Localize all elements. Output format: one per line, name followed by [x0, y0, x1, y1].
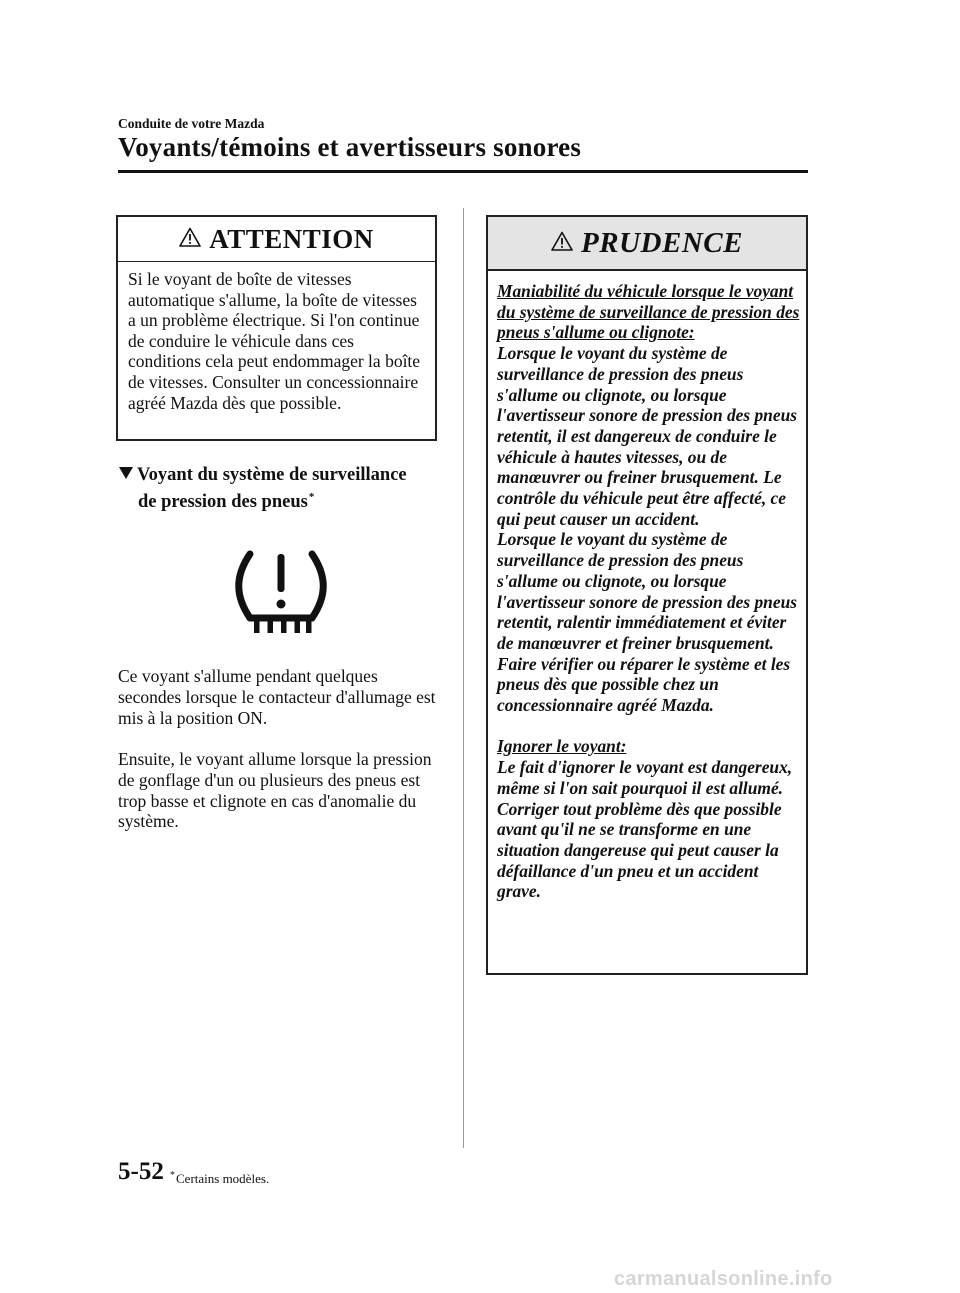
prudence-subheading-handling: Maniabilité du véhicule lorsque le voyant du système de surveillance de pression des pneus s'allume ou clignote: — [497, 281, 800, 343]
attention-box — [116, 215, 437, 441]
prudence-box — [486, 215, 808, 975]
prudence-title: PRUDENCE — [581, 226, 743, 259]
tire-pressure-warning-icon — [234, 546, 328, 638]
warning-triangle-icon — [179, 227, 201, 252]
prudence-subheading-ignore: Ignorer le voyant: — [497, 736, 627, 757]
watermark: carmanualsonline.info — [614, 1268, 833, 1290]
section-heading — [119, 464, 449, 513]
page-title: Voyants/témoins et avertisseurs sonores — [118, 132, 582, 162]
page-number: 5-52 — [118, 1158, 164, 1185]
paragraph-ignition: Ce voyant s'allume pendant quelques secondes lorsque le contacteur d'allumage est mis à la position ON. — [118, 666, 436, 728]
paragraph-spacer — [497, 716, 800, 737]
chapter-title: Conduite de votre Mazda — [118, 116, 265, 131]
footnote-text: Certains modèles. — [176, 1171, 270, 1186]
footnote-mark: * — [308, 491, 315, 503]
attention-title: ATTENTION — [209, 223, 374, 254]
attention-text: Si le voyant de boîte de vitesses automatique s'allume, la boîte de vitesses a un problème électrique. Si l'on continue de conduire le véhicule dans ces conditions cela peut endommager la boîte de vitesses. Consulter un concessionnaire agréé Mazda dès que possible. — [128, 269, 421, 413]
prudence-text — [488, 271, 806, 902]
column-divider — [463, 208, 464, 1148]
prudence-header — [488, 217, 806, 271]
footnote — [170, 1170, 269, 1187]
warning-triangle-icon — [551, 231, 573, 256]
footnote-mark: * — [170, 1170, 175, 1181]
section-heading-line1: Voyant du système de surveillance — [137, 465, 407, 485]
header-divider — [118, 170, 808, 173]
section-heading-line2: de pression des pneus — [138, 492, 308, 512]
paragraph-low-pressure: Ensuite, le voyant allume lorsque la pression de gonflage d'un ou plusieurs des pneus est trop basse et clignote en cas d'anomalie du système. — [118, 749, 432, 832]
prudence-paragraph-3: Le fait d'ignorer le voyant est dangereux, même si l'on sait pourquoi il est allumé. Corriger tout problème dès que possible avant qu'il ne se transforme en une situation dangereuse qui peut causer la défaillance d'un pneu et un accident grave. — [497, 757, 793, 902]
prudence-paragraph-1: Lorsque le voyant du système de surveillance de pression des pneus s'allume ou clignote, ou lorsque l'avertisseur sonore de pression des pneus retentit, il est dangereux de conduire le véhicule à hautes vitesses, ou de manœuvrer ou freiner brusquement. Le contrôle du véhicule peut être affecté, ce qui peut causer un accident. — [497, 343, 798, 529]
bullet-triangle-icon — [119, 467, 133, 479]
prudence-paragraph-2: Lorsque le voyant du système de surveillance de pression des pneus s'allume ou clignote, ou lorsque l'avertisseur sonore de pression des pneus retentit, ralentir immédiatement et éviter de manœuvrer et freiner brusquement. Faire vérifier ou réparer le système et les pneus dès que possible chez un concessionnaire agréé Mazda. — [497, 529, 798, 716]
attention-header — [118, 217, 435, 262]
